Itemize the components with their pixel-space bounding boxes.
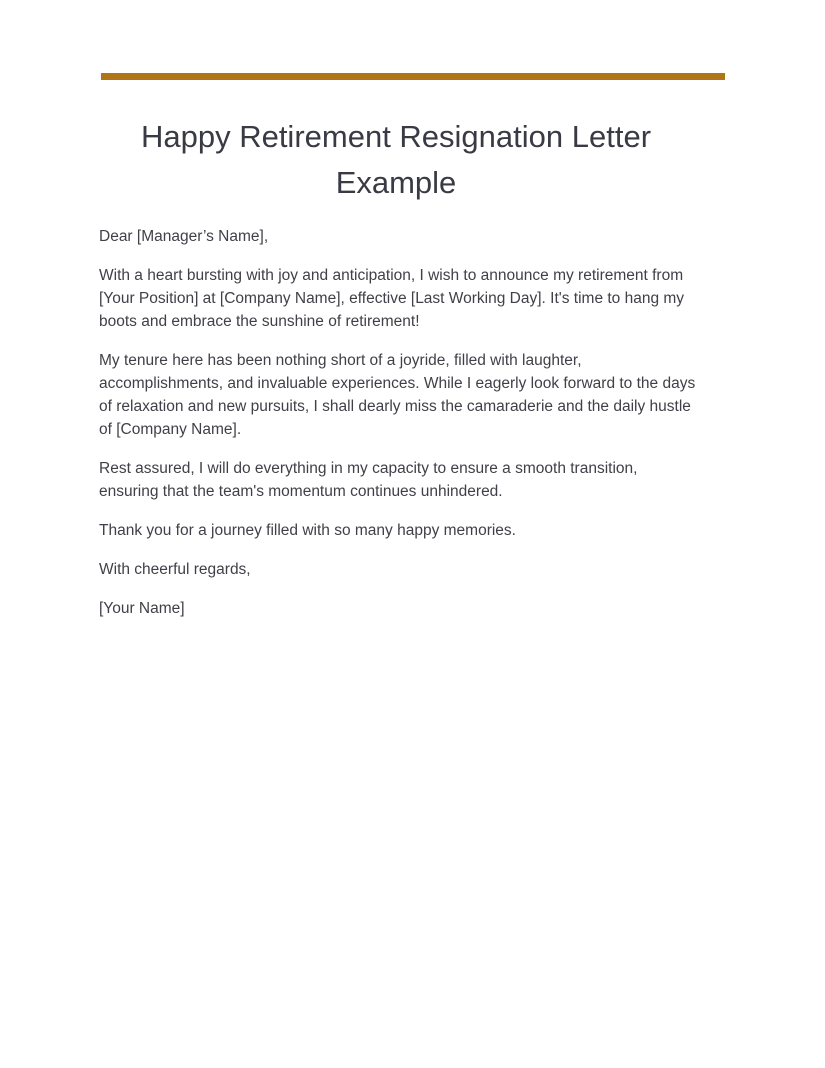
document-title: Happy Retirement Resignation Letter Example — [140, 119, 652, 200]
letter-body — [99, 225, 699, 636]
paragraph-tenure: My tenure here has been nothing short of a joyride, filled with laughter, accomplishments, and invaluable experiences. While I eagerly look forward to the days of relaxation and new pursuits, I shall dearly miss the camaraderie and the daily hustle of [Company Name]. — [99, 352, 696, 438]
salutation: Dear [Manager’s Name], — [99, 228, 269, 245]
paragraph-thanks: Thank you for a journey filled with so many happy memories. — [99, 522, 516, 539]
paragraph-announcement: With a heart bursting with joy and anticipation, I wish to announce my retirement from [Your Position] at [Company Name], effective [Last Working Day]. It's time to hang my boots and embrace the sunshine of retirement! — [99, 267, 685, 330]
paragraph-transition: Rest assured, I will do everything in my capacity to ensure a smooth transition, ensuring that the team's momentum continues unhindered. — [99, 460, 638, 500]
closing: With cheerful regards, — [99, 561, 251, 578]
top-accent-rule — [101, 73, 725, 80]
signature: [Your Name] — [99, 600, 185, 617]
